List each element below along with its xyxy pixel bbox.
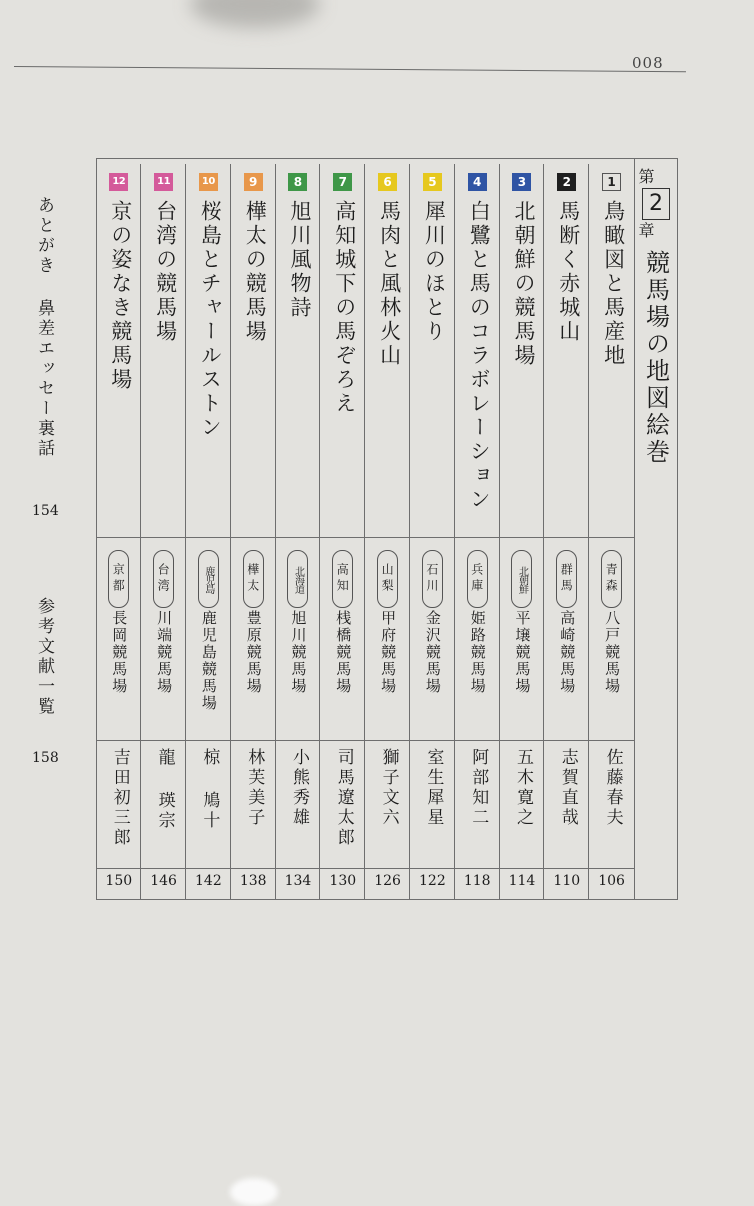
toc-entry bbox=[320, 164, 365, 900]
entry-title: 樺太の競馬場 bbox=[243, 200, 268, 344]
entry-prefecture-tag bbox=[377, 550, 398, 608]
chapter-number: 2 bbox=[642, 188, 670, 220]
entry-title: 桜島とチャールストン bbox=[198, 200, 223, 440]
afterword-label: あとがき 鼻差エッセー裏話 bbox=[34, 196, 54, 459]
entry-racecourse: 金沢競馬場 bbox=[423, 610, 442, 695]
entry-author: 龍 瑛宗 bbox=[154, 748, 175, 831]
entry-title: 高知城下の馬ぞろえ bbox=[332, 200, 357, 416]
entry-racecourse: 長岡競馬場 bbox=[110, 610, 129, 695]
toc-entry bbox=[544, 164, 589, 900]
entry-prefecture: 京都 bbox=[111, 563, 126, 595]
entry-page-number: 138 bbox=[239, 873, 267, 889]
entry-page-number: 114 bbox=[508, 873, 536, 889]
entry-author: 室生犀星 bbox=[423, 748, 444, 828]
toc-column-divider bbox=[454, 164, 455, 900]
entry-racecourse: 姫路競馬場 bbox=[468, 610, 487, 695]
entry-page-number: 106 bbox=[598, 873, 625, 889]
entry-author: 獅子文六 bbox=[378, 748, 399, 828]
entry-page-number: 126 bbox=[374, 873, 401, 889]
toc-column-divider bbox=[185, 164, 186, 900]
entry-prefecture-tag bbox=[332, 550, 353, 608]
chapter-prefix: 第 bbox=[636, 168, 655, 186]
toc-column-divider bbox=[275, 164, 276, 900]
entry-number-badge: 1 bbox=[602, 173, 621, 191]
entry-prefecture-tag bbox=[556, 550, 577, 608]
entry-author: 林芙美子 bbox=[244, 748, 265, 828]
entry-title: 馬肉と風林火山 bbox=[377, 200, 402, 368]
entry-number-badge: 6 bbox=[378, 173, 397, 191]
toc-column-divider bbox=[543, 164, 544, 900]
chapter-title: 競馬場の地図絵巻 bbox=[641, 250, 670, 466]
entry-title: 白鷺と馬のコラボレーション bbox=[467, 200, 492, 512]
entry-page-number: 130 bbox=[329, 873, 357, 889]
entry-prefecture: 台湾 bbox=[156, 563, 171, 595]
entry-title: 鳥瞰図と馬産地 bbox=[601, 200, 626, 368]
entry-racecourse: 川端競馬場 bbox=[155, 610, 174, 695]
entry-number-badge: 8 bbox=[288, 173, 307, 191]
entry-author: 司馬遼太郎 bbox=[333, 748, 354, 848]
entry-author: 五木寛之 bbox=[512, 748, 533, 828]
toc-column-divider bbox=[319, 164, 320, 900]
page-number: 008 bbox=[632, 54, 664, 72]
toc-column-divider bbox=[499, 164, 500, 900]
entry-page-number: 122 bbox=[419, 873, 446, 889]
entry-number-badge: 11 bbox=[154, 173, 173, 191]
entry-racecourse: 高崎競馬場 bbox=[558, 610, 577, 695]
entry-prefecture-tag bbox=[243, 550, 264, 608]
entry-page-number: 142 bbox=[195, 873, 222, 889]
toc-entry bbox=[276, 164, 321, 900]
header-rule bbox=[14, 66, 686, 72]
entry-author: 椋 鳩十 bbox=[199, 748, 220, 831]
entry-racecourse: 桟橋競馬場 bbox=[334, 610, 353, 695]
references-label: 参考文献一覧 bbox=[34, 597, 54, 717]
entry-prefecture: 樺太 bbox=[245, 563, 260, 595]
entry-racecourse: 八戸競馬場 bbox=[603, 610, 622, 695]
entry-prefecture-tag bbox=[198, 550, 219, 608]
entry-page-number: 146 bbox=[150, 873, 177, 889]
entry-prefecture: 北海道 bbox=[292, 565, 304, 593]
toc-entry bbox=[186, 164, 231, 900]
entry-prefecture: 兵庫 bbox=[469, 563, 484, 595]
entry-prefecture: 石川 bbox=[424, 563, 439, 595]
entry-page-number: 118 bbox=[463, 873, 491, 889]
entry-prefecture-tag bbox=[108, 550, 129, 608]
toc-entry bbox=[141, 164, 186, 900]
toc-entry bbox=[231, 164, 276, 900]
entry-page-number: 134 bbox=[284, 873, 312, 889]
toc-column-divider bbox=[230, 164, 231, 900]
finger-highlight bbox=[230, 1178, 278, 1206]
toc-top-border bbox=[96, 158, 678, 159]
entry-number-badge: 4 bbox=[468, 173, 487, 191]
entry-prefecture-tag bbox=[287, 550, 308, 608]
entry-title: 犀川のほとり bbox=[422, 200, 447, 344]
entry-page-number: 110 bbox=[553, 873, 581, 889]
entry-author: 阿部知二 bbox=[468, 748, 489, 828]
chapter-heading bbox=[634, 168, 678, 466]
entry-prefecture: 青森 bbox=[604, 563, 619, 595]
entry-author: 佐藤春夫 bbox=[602, 748, 623, 828]
entry-number-badge: 2 bbox=[557, 173, 576, 191]
toc-entry bbox=[365, 164, 410, 900]
entry-racecourse: 旭川競馬場 bbox=[289, 610, 308, 695]
entry-prefecture-tag bbox=[422, 550, 443, 608]
entry-prefecture: 鹿児島 bbox=[202, 565, 214, 593]
entry-prefecture: 高知 bbox=[335, 563, 350, 595]
toc-entry bbox=[455, 164, 500, 900]
entry-title: 馬断く赤城山 bbox=[556, 200, 581, 344]
entry-author: 小熊秀雄 bbox=[288, 748, 309, 828]
entry-title: 台湾の競馬場 bbox=[153, 200, 178, 344]
entry-title: 旭川風物詩 bbox=[287, 200, 312, 320]
entry-prefecture-tag bbox=[511, 550, 532, 608]
toc-column-divider bbox=[140, 164, 141, 900]
entry-prefecture: 北朝鮮 bbox=[516, 565, 528, 593]
entry-number-badge: 10 bbox=[199, 173, 218, 191]
afterword-page: 154 bbox=[32, 503, 59, 519]
entry-racecourse: 甲府競馬場 bbox=[379, 610, 398, 695]
entry-racecourse: 豊原競馬場 bbox=[244, 610, 263, 695]
toc-entry bbox=[410, 164, 455, 900]
toc-entry bbox=[500, 164, 545, 900]
entry-racecourse: 平壌競馬場 bbox=[513, 610, 532, 695]
entry-prefecture-tag bbox=[467, 550, 488, 608]
entry-number-badge: 12 bbox=[109, 173, 128, 191]
toc-column-divider bbox=[364, 164, 365, 900]
entry-prefecture: 群馬 bbox=[559, 563, 574, 595]
entry-number-badge: 7 bbox=[333, 173, 352, 191]
chapter-suffix: 章 bbox=[636, 222, 655, 240]
entry-prefecture-tag bbox=[601, 550, 622, 608]
camera-shadow bbox=[190, 0, 320, 28]
entry-racecourse: 鹿児島競馬場 bbox=[199, 610, 218, 712]
entry-number-badge: 9 bbox=[244, 173, 263, 191]
entry-number-badge: 3 bbox=[512, 173, 531, 191]
entry-prefecture-tag bbox=[153, 550, 174, 608]
entry-number-badge: 5 bbox=[423, 173, 442, 191]
references-page: 158 bbox=[32, 750, 59, 766]
entry-prefecture: 山梨 bbox=[380, 563, 395, 595]
entry-author: 志賀直哉 bbox=[557, 748, 578, 828]
entry-title: 北朝鮮の競馬場 bbox=[511, 200, 536, 368]
toc-entry bbox=[589, 164, 634, 900]
toc-column-divider bbox=[409, 164, 410, 900]
toc-column-divider bbox=[588, 164, 589, 900]
entry-author: 吉田初三郎 bbox=[109, 748, 130, 848]
entry-page-number: 150 bbox=[105, 873, 133, 889]
entry-title: 京の姿なき競馬場 bbox=[108, 200, 133, 392]
toc-entry bbox=[96, 164, 141, 900]
